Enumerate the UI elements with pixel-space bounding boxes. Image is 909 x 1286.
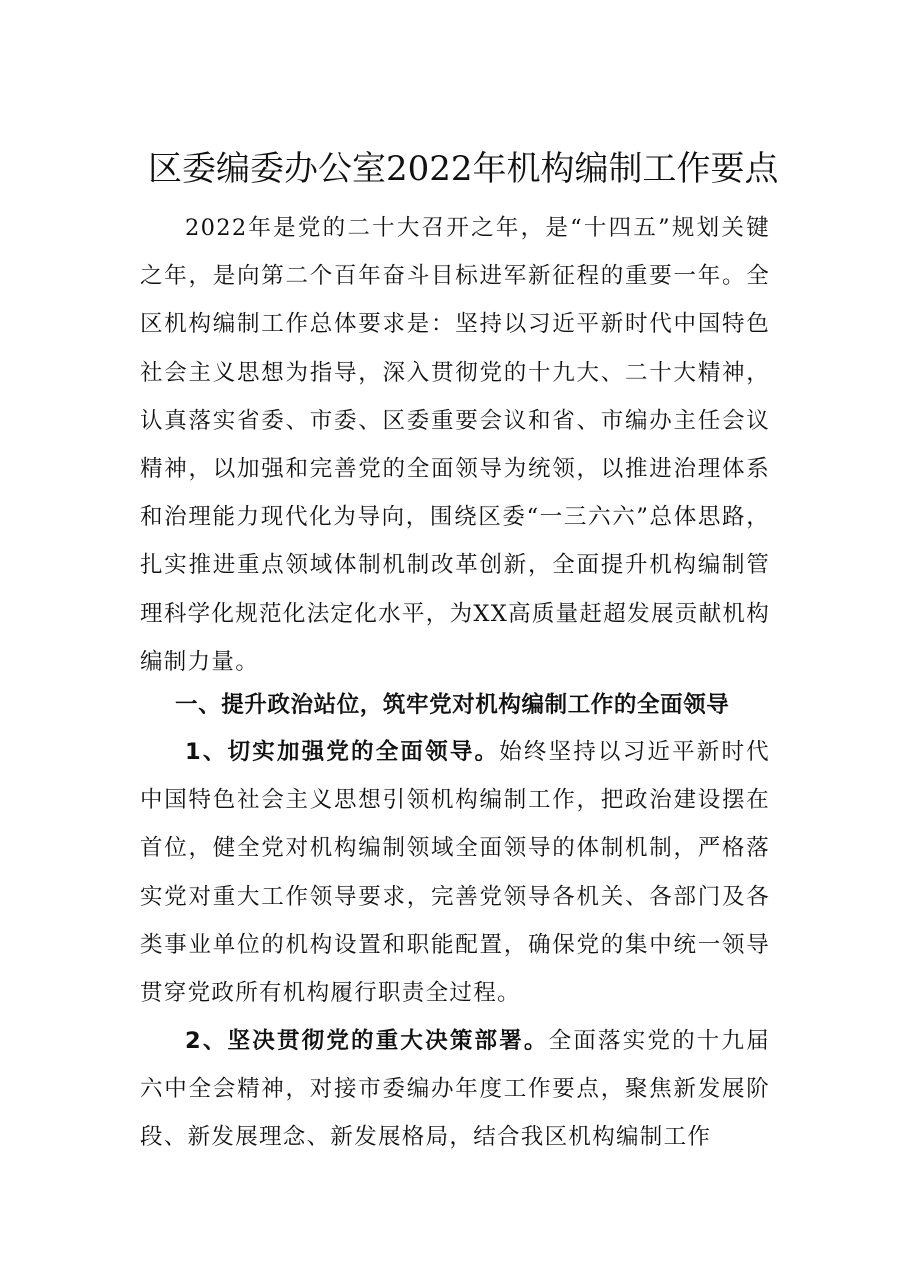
intro-paragraph: 2022年是党的二十大召开之年，是“十四五”规划关键之年，是向第二个百年奋斗目标进军新征程的重要一年。全区机构编制工作总体要求是：坚持以习近平新时代中国特色社会主义思想为指导，深入贯彻党的十九大、二十大精神，认真落实省委、市委、区委重要会议和省、市编办主任会议精神，以加强和完善党的全面领导为统领，以推进治理体系和治理能力现代化为导向，围绕区委“一三六六”总体思路，扎实推进重点领域体制机制改革创新，全面提升机构编制管理科学化规范化法定化水平，为XX高质量赶超发展贡献机构编制力量。 <box>140 215 770 675</box>
item-2-paragraph <box>140 1017 770 1162</box>
item-2-lead: 2、坚决贯彻党的重大决策部署。 <box>185 1028 549 1054</box>
section-heading: 一、提升政治站位，筑牢党对机构编制工作的全面领导 <box>175 692 730 718</box>
item-1-body: 始终坚持以习近平新时代中国特色社会主义思想引领机构编制工作，把政治建设摆在首位，健全党对机构编制领域全面领导的体制机制，严格落实党对重大工作领导要求，完善党领导各机关、各部门及各类事业单位的机构设置和职能配置，确保党的集中统一领导贯穿党政所有机构履行职责全过程。 <box>140 739 770 1007</box>
item-2-body: 全面落实党的十九届六中全会精神，对接市委编办年度工作要点，聚焦新发展阶段、新发展理念、新发展格局，结合我区机构编制工作 <box>140 1028 771 1151</box>
document-title: 区委编委办公室2022年机构编制工作要点 <box>148 149 779 189</box>
item-1-paragraph <box>140 728 770 1017</box>
item-1-lead: 1、切实加强党的全面领导。 <box>185 739 500 765</box>
